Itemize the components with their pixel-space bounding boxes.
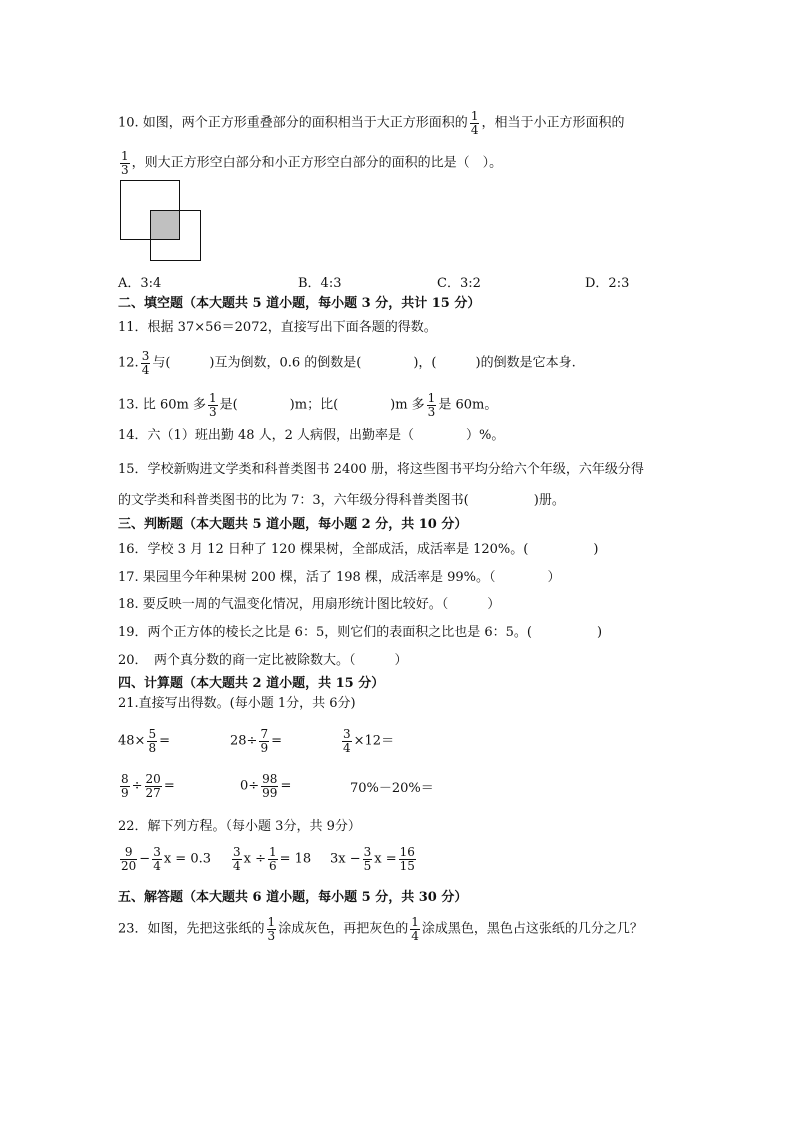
question-22-title: 22．解下列方程。（每小题 3分，共 9分）: [118, 819, 361, 834]
question-21-title: 21.直接写出得数。(每小题 1分，共 6分): [118, 696, 356, 711]
calc-2: 28÷ $\frac{7}{9}$ =: [230, 727, 282, 755]
section-2-heading: 二、填空题（本大题共 5 道小题，每小题 3 分，共计 15 分）: [118, 296, 481, 311]
question-11: 11．根据 37×56＝2072，直接写出下面各题的得数。: [118, 320, 437, 335]
fraction: $\frac{98}{99}$: [262, 772, 278, 800]
q10-text-c: ，则大正方形空白部分和小正方形空白部分的面积的比是（ ）。: [131, 155, 503, 171]
equation-1: $\frac{9}{20}$ − $\frac{3}{4}$ x = 0.3: [121, 845, 211, 873]
option-d[interactable]: D．2:3: [585, 276, 630, 291]
fraction: $\frac{1}{3}$: [427, 391, 436, 419]
q10-text-b: ，相当于小正方形面积的: [481, 115, 625, 131]
fraction: $\frac{1}{4}$: [470, 109, 479, 137]
calc-5: 0÷ $\frac{98}{99}$ =: [240, 772, 292, 800]
question-19: 19．两个正方体的棱长之比是 6：5，则它们的表面积之比也是 6：5。( ): [118, 625, 603, 640]
question-15-line2: 的文学类和科普类图书的比为 7：3，六年级分得科普类图书( )册。: [118, 493, 565, 508]
fraction: $\frac{9}{20}$: [121, 845, 137, 873]
question-20: 20． 两个真分数的商一定比被除数大。（ ）: [118, 653, 408, 668]
question-23: 23．如图，先把这张纸的 $\frac{1}{3}$ 涂成灰色，再把灰色的 $\frac{1}{4}$ 涂成黑色，黑色占这张纸的几分之几？: [118, 915, 643, 943]
calc-3: $\frac{3}{4}$ ×12＝: [343, 727, 395, 755]
question-18: 18. 要反映一周的气温变化情况，用扇形统计图比较好。（ ）: [118, 597, 501, 612]
option-a[interactable]: A．3:4: [118, 276, 162, 291]
question-17: 17. 果园里今年种果树 200 棵，活了 198 棵，成活率是 99%。（ ）: [118, 570, 561, 585]
equation-3: 3x − $\frac{3}{5}$ x = $\frac{16}{15}$: [330, 845, 415, 873]
section-4-heading: 四、计算题（本大题共 2 道小题，共 15 分）: [118, 676, 385, 691]
fraction: $\frac{1}{3}$: [267, 915, 276, 943]
option-c[interactable]: C．3:2: [437, 276, 481, 291]
fraction: $\frac{3}{4}$: [153, 845, 161, 873]
fraction: $\frac{1}{6}$: [269, 845, 277, 873]
fraction: $\frac{8}{9}$: [121, 772, 129, 800]
fraction: $\frac{3}{4}$: [233, 845, 241, 873]
option-b[interactable]: B．4:3: [298, 276, 342, 291]
question-13: 13. 比 60m 多 $\frac{1}{3}$ 是( )m；比( )m 多 $\frac{1}{3}$ 是 60m。: [118, 391, 498, 419]
fraction: $\frac{20}{27}$: [145, 772, 161, 800]
fraction: $\frac{1}{3}$: [121, 149, 129, 177]
question-15-line1: 15．学校新购进文学类和科普类图书 2400 册，将这些图书平均分给六个年级，六年级分得: [118, 462, 644, 477]
fraction: $\frac{7}{9}$: [260, 727, 269, 755]
calc-4: $\frac{8}{9}$ ÷ $\frac{20}{27}$ =: [121, 772, 175, 800]
calc-1: 48× $\frac{5}{8}$ =: [118, 727, 170, 755]
q10-text-a: 10. 如图，两个正方形重叠部分的面积相当于大正方形面积的: [118, 115, 468, 131]
fraction: $\frac{3}{5}$: [363, 845, 372, 873]
fraction: $\frac{3}{4}$: [141, 349, 150, 377]
q10-line2: [118, 150, 502, 176]
overlapping-squares-figure: [120, 180, 202, 262]
fraction: $\frac{1}{3}$: [208, 391, 217, 419]
question-16: 16．学校 3 月 12 日种了 120 棵果树，全部成活，成活率是 120%。( ): [118, 542, 599, 557]
equation-2: $\frac{3}{4}$ x ÷ $\frac{1}{6}$ = 18: [233, 845, 312, 873]
section-5-heading: 五、解答题（本大题共 6 道小题，每小题 5 分，共 30 分）: [118, 890, 468, 905]
fraction: $\frac{5}{8}$: [148, 727, 157, 755]
fraction: $\frac{1}{4}$: [411, 915, 419, 943]
fraction: $\frac{3}{4}$: [343, 727, 351, 755]
q10-line1: [118, 110, 624, 136]
fraction: $\frac{16}{15}$: [399, 845, 415, 873]
calc-6: 70%－20%＝: [350, 781, 434, 796]
overlap-region: [151, 211, 179, 239]
question-14: 14．六（1）班出勤 48 人，2 人病假，出勤率是（ ）%。: [118, 428, 505, 443]
section-3-heading: 三、判断题（本大题共 5 道小题，每小题 2 分，共 10 分）: [118, 517, 468, 532]
question-12: 12. $\frac{3}{4}$ 与( )互为倒数，0.6 的倒数是( )，( )的倒数是它本身.: [118, 349, 576, 377]
